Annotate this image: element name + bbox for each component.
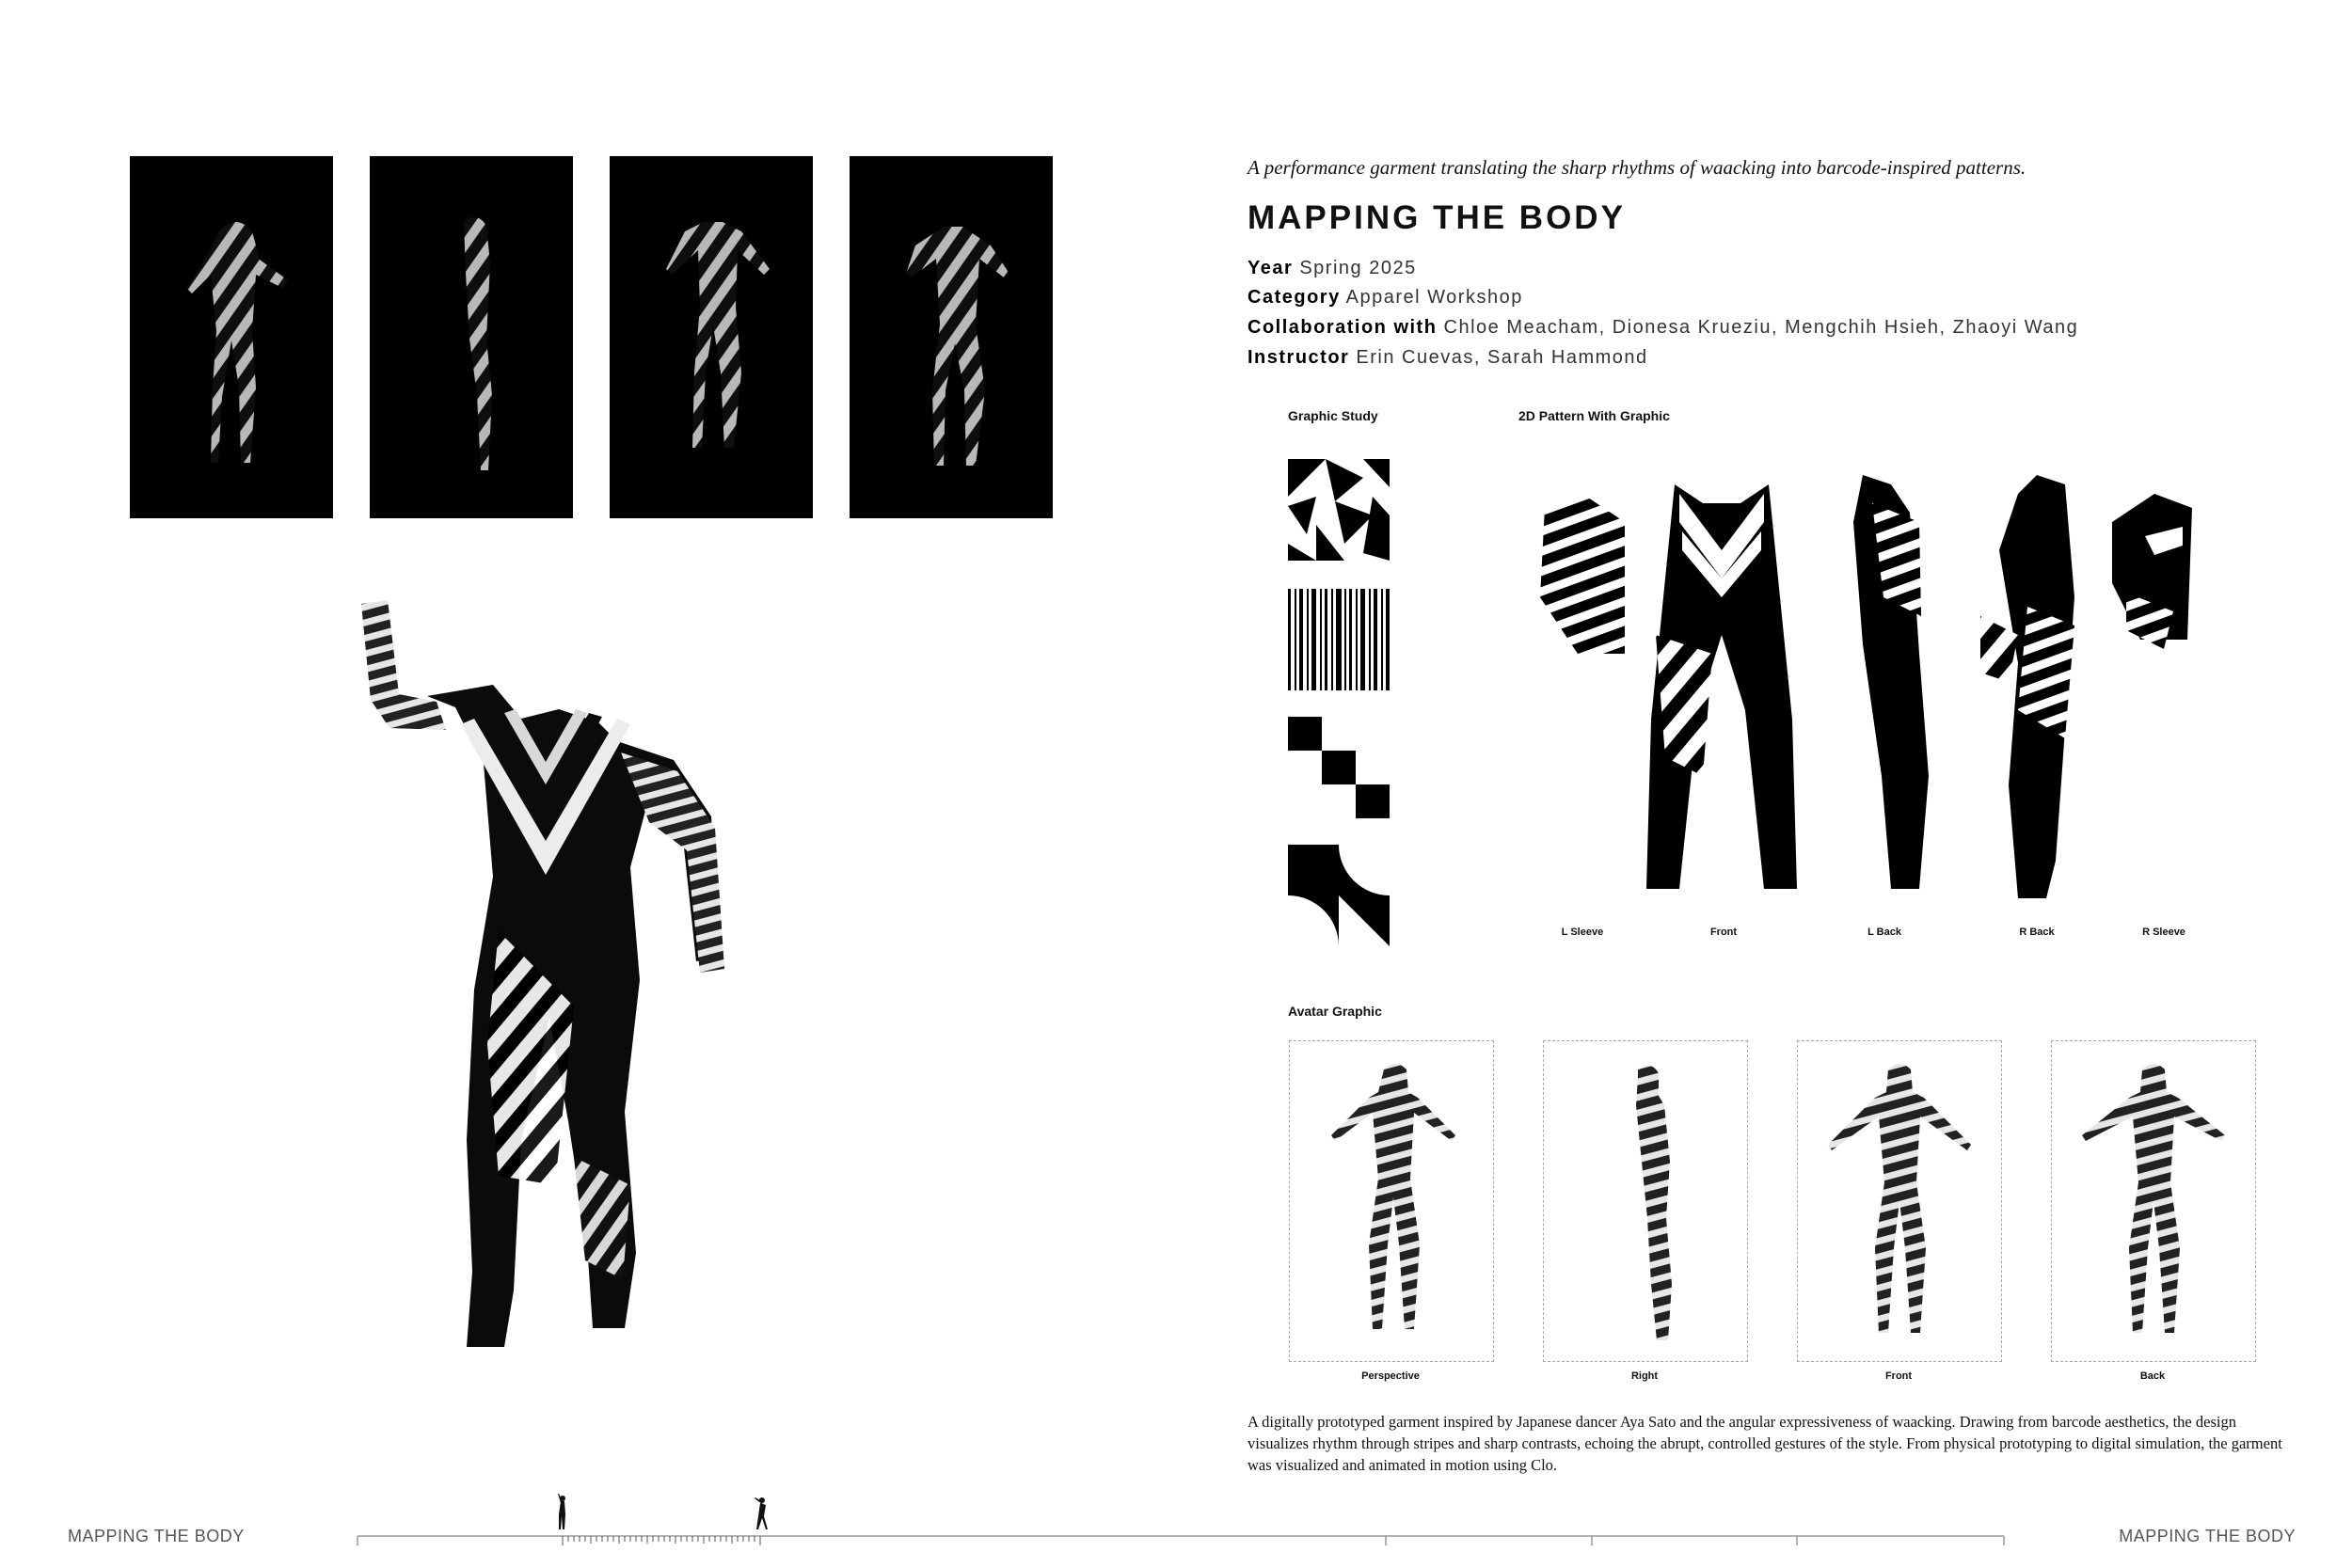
graphic-study-tile-steps (1288, 717, 1390, 818)
meta-instructor (1248, 347, 1648, 369)
meta-key: Collaboration with (1248, 317, 1438, 338)
avatar-label-perspective: Perspective (1361, 1370, 1420, 1382)
pattern-label-l-back: L Back (1867, 927, 1901, 938)
meta-value: Chloe Meacham, Dionesa Krueziu, Mengchih Hsieh, Zhaoyi Wang (1443, 317, 2079, 338)
pattern-l-sleeve (1535, 489, 1629, 658)
avatar-heading: Avatar Graphic (1288, 1004, 1382, 1019)
avatar-box-right (1543, 1040, 1748, 1362)
graphic-study-heading: Graphic Study (1288, 408, 1378, 423)
meta-category (1248, 287, 1523, 309)
graphic-study-tile-triangles (1288, 459, 1390, 561)
graphic-study-tile-curves (1288, 845, 1390, 946)
pattern-label-l-sleeve: L Sleeve (1561, 927, 1604, 938)
pattern-l-back (1844, 466, 1947, 898)
avatar-front (1798, 1041, 2001, 1361)
project-description: A digitally prototyped garment inspired by Japanese dancer Aya Sato and the angular expressiveness of waacking. Drawing from barcode aesthetics, the design visualizes rhythm through stripes and sharp contrasts, echoing the abrupt, controlled gestures of the style. From physical prototyping to digital simulation, the garment was visualized and animated in motion using Clo. (1248, 1413, 2282, 1474)
avatar-perspective (1290, 1041, 1493, 1361)
dancer-figure-2 (370, 156, 573, 518)
avatar-label-right: Right (1630, 1370, 1659, 1382)
meta-key: Instructor (1248, 347, 1350, 368)
meta-value: Apparel Workshop (1345, 287, 1523, 308)
meta-key: Year (1248, 258, 1294, 278)
dancer-marker-icon (755, 1497, 768, 1529)
avatar-right (1544, 1041, 1747, 1361)
meta-key: Category (1248, 287, 1341, 308)
dancer-figure-4 (850, 156, 1053, 518)
tagline: A performance garment translating the sharp rhythms of waacking into barcode-inspired patterns. (1248, 156, 2026, 179)
avatar-label-back: Back (2139, 1370, 2166, 1382)
motion-panel-4 (850, 156, 1053, 518)
page-title: MAPPING THE BODY (1248, 199, 1626, 236)
motion-panel-2 (370, 156, 573, 518)
pattern-front (1637, 475, 1806, 889)
motion-panel-1 (130, 156, 333, 518)
avatar-box-back (2051, 1040, 2256, 1362)
bodysuit-render (348, 593, 847, 1392)
dancer-marker-icon (558, 1494, 565, 1529)
dancer-figure-1 (130, 156, 333, 518)
footer-right-label: MAPPING THE BODY (2119, 1527, 2296, 1545)
meta-collaboration (1248, 317, 2078, 339)
meta-value: Spring 2025 (1299, 258, 1417, 278)
pattern-r-sleeve (2107, 489, 2201, 658)
motion-panel-3 (610, 156, 813, 518)
avatar-box-perspective (1289, 1040, 1494, 1362)
dancer-figure-3 (610, 156, 813, 518)
meta-year (1248, 258, 1417, 279)
avatar-box-front (1797, 1040, 2002, 1362)
pattern-label-r-sleeve: R Sleeve (2142, 927, 2185, 938)
page-timeline-ruler (348, 1491, 2013, 1547)
pattern-r-back (1971, 466, 2084, 898)
pattern-heading: 2D Pattern With Graphic (1518, 408, 1670, 423)
pattern-label-r-back: R Back (2019, 927, 2055, 938)
footer-left-label: MAPPING THE BODY (68, 1527, 245, 1545)
meta-value: Erin Cuevas, Sarah Hammond (1356, 347, 1648, 368)
avatar-back (2052, 1041, 2255, 1361)
avatar-label-front: Front (1884, 1370, 1913, 1382)
pattern-label-front: Front (1709, 927, 1738, 938)
graphic-study-tile-barcode (1288, 589, 1390, 690)
